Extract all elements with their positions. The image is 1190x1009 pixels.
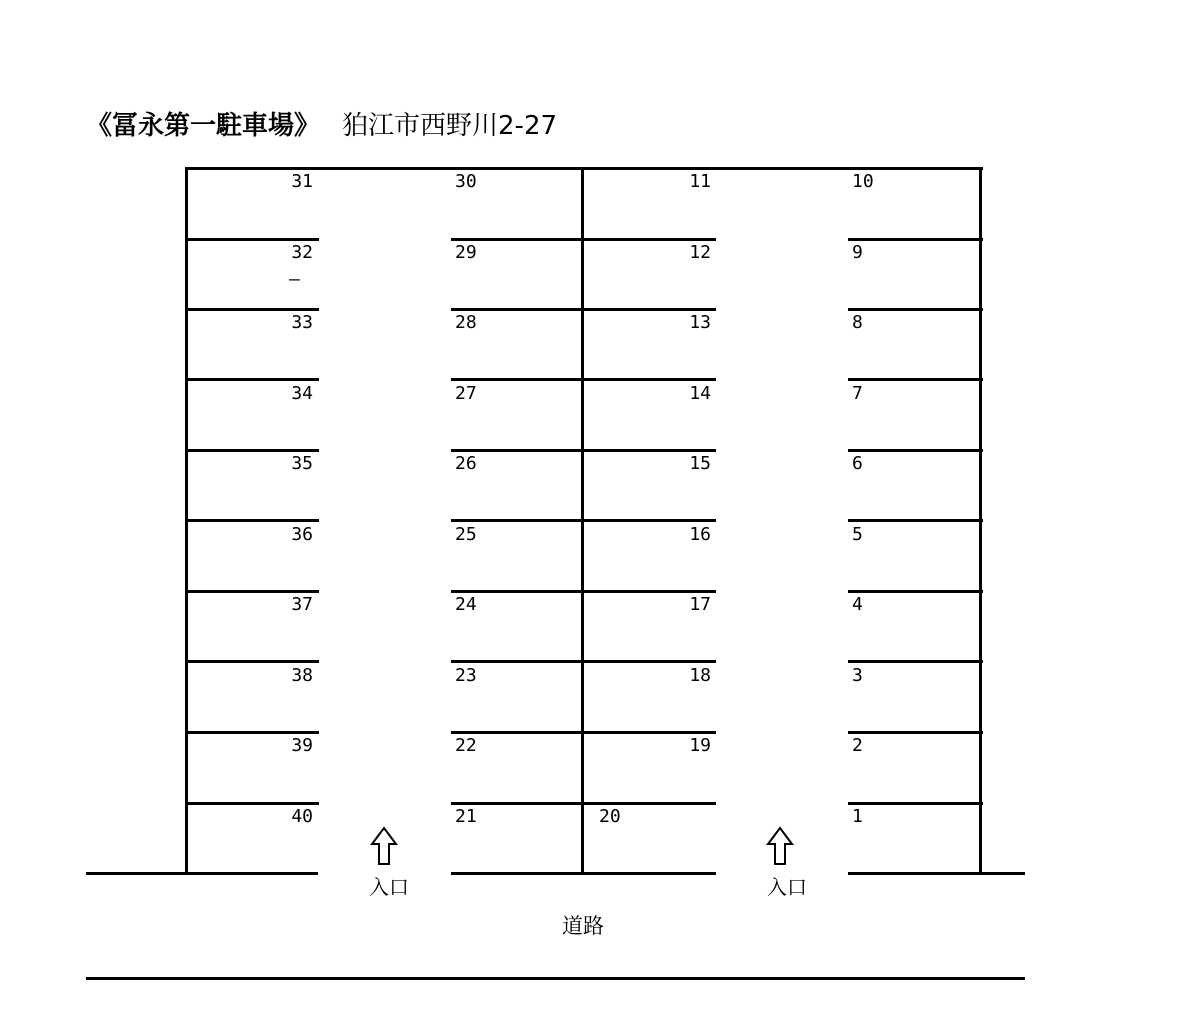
up-arrow-icon (369, 826, 399, 866)
divider-far-right (848, 238, 983, 241)
divider-far-left (185, 378, 319, 381)
divider-far-right (848, 590, 983, 593)
space-number: 3 (852, 665, 863, 686)
divider-center-right (582, 449, 716, 452)
divider-center-left (451, 519, 584, 522)
parking-lot-name: 《冨永第一駐車場》 (86, 111, 321, 141)
divider-far-left (185, 308, 319, 311)
space-number: 9 (852, 242, 863, 263)
space-number: 30 (455, 171, 477, 192)
space-number: 18 (689, 665, 711, 686)
divider-center-left (451, 590, 584, 593)
divider-center-left (451, 378, 584, 381)
space-number: 24 (455, 594, 477, 615)
divider-center-left (451, 449, 584, 452)
space-number: 34 (291, 383, 313, 404)
divider-far-right (848, 802, 983, 805)
space-number: 37 (291, 594, 313, 615)
space-number: 14 (689, 383, 711, 404)
up-arrow-icon (765, 826, 795, 866)
divider-far-left (185, 660, 319, 663)
space-number: 39 (291, 735, 313, 756)
space-number: 27 (455, 383, 477, 404)
divider-center-left (451, 802, 584, 805)
divider-center-right (582, 802, 716, 805)
divider-far-right (848, 731, 983, 734)
road-bottom-edge (86, 977, 1025, 980)
divider-center-left (451, 731, 584, 734)
entrance-label: 入口 (369, 875, 409, 899)
space-number: 35 (291, 453, 313, 474)
space-number: 16 (689, 524, 711, 545)
divider-far-left (185, 802, 319, 805)
space-number: 12 (689, 242, 711, 263)
divider-far-right (848, 378, 983, 381)
space-number: 6 (852, 453, 863, 474)
space-number: 26 (455, 453, 477, 474)
divider-center-right (582, 731, 716, 734)
divider-far-left (185, 731, 319, 734)
divider-center-left (451, 238, 584, 241)
space-number: 11 (689, 171, 711, 192)
top-wall-left (185, 167, 584, 170)
road-edge-segment-3 (848, 872, 1025, 875)
divider-far-right (848, 660, 983, 663)
space-number: 8 (852, 312, 863, 333)
stray-dash-mark: – (289, 269, 300, 290)
space-number: 1 (852, 806, 863, 827)
space-number: 7 (852, 383, 863, 404)
space-number: 33 (291, 312, 313, 333)
divider-center-left (451, 308, 584, 311)
space-number: 28 (455, 312, 477, 333)
space-number: 38 (291, 665, 313, 686)
divider-center-right (582, 660, 716, 663)
space-number: 21 (455, 806, 477, 827)
divider-far-right (848, 449, 983, 452)
space-number: 29 (455, 242, 477, 263)
space-number: 23 (455, 665, 477, 686)
divider-center-right (582, 519, 716, 522)
road-edge-segment-2 (451, 872, 716, 875)
page-title (86, 106, 557, 146)
divider-center-right (582, 378, 716, 381)
space-number: 4 (852, 594, 863, 615)
divider-center-right (582, 590, 716, 593)
parking-lot-address: 狛江市西野川2-27 (342, 111, 558, 141)
space-number: 32 (291, 242, 313, 263)
divider-center-left (451, 660, 584, 663)
divider-center-right (582, 238, 716, 241)
space-number: 31 (291, 171, 313, 192)
space-number: 2 (852, 735, 863, 756)
space-number: 36 (291, 524, 313, 545)
top-wall-right (582, 167, 983, 170)
divider-far-left (185, 449, 319, 452)
space-number: 20 (599, 806, 621, 827)
entrance-label: 入口 (767, 875, 807, 899)
road-label: 道路 (562, 914, 604, 938)
space-number: 19 (689, 735, 711, 756)
divider-far-left (185, 590, 319, 593)
space-number: 40 (291, 806, 313, 827)
divider-far-right (848, 308, 983, 311)
divider-far-left (185, 238, 319, 241)
space-number: 5 (852, 524, 863, 545)
divider-center-right (582, 308, 716, 311)
space-number: 17 (689, 594, 711, 615)
divider-far-right (848, 519, 983, 522)
space-number: 13 (689, 312, 711, 333)
space-number: 22 (455, 735, 477, 756)
space-number: 15 (689, 453, 711, 474)
divider-far-left (185, 519, 319, 522)
space-number: 10 (852, 171, 874, 192)
road-edge-segment-1 (86, 872, 318, 875)
space-number: 25 (455, 524, 477, 545)
